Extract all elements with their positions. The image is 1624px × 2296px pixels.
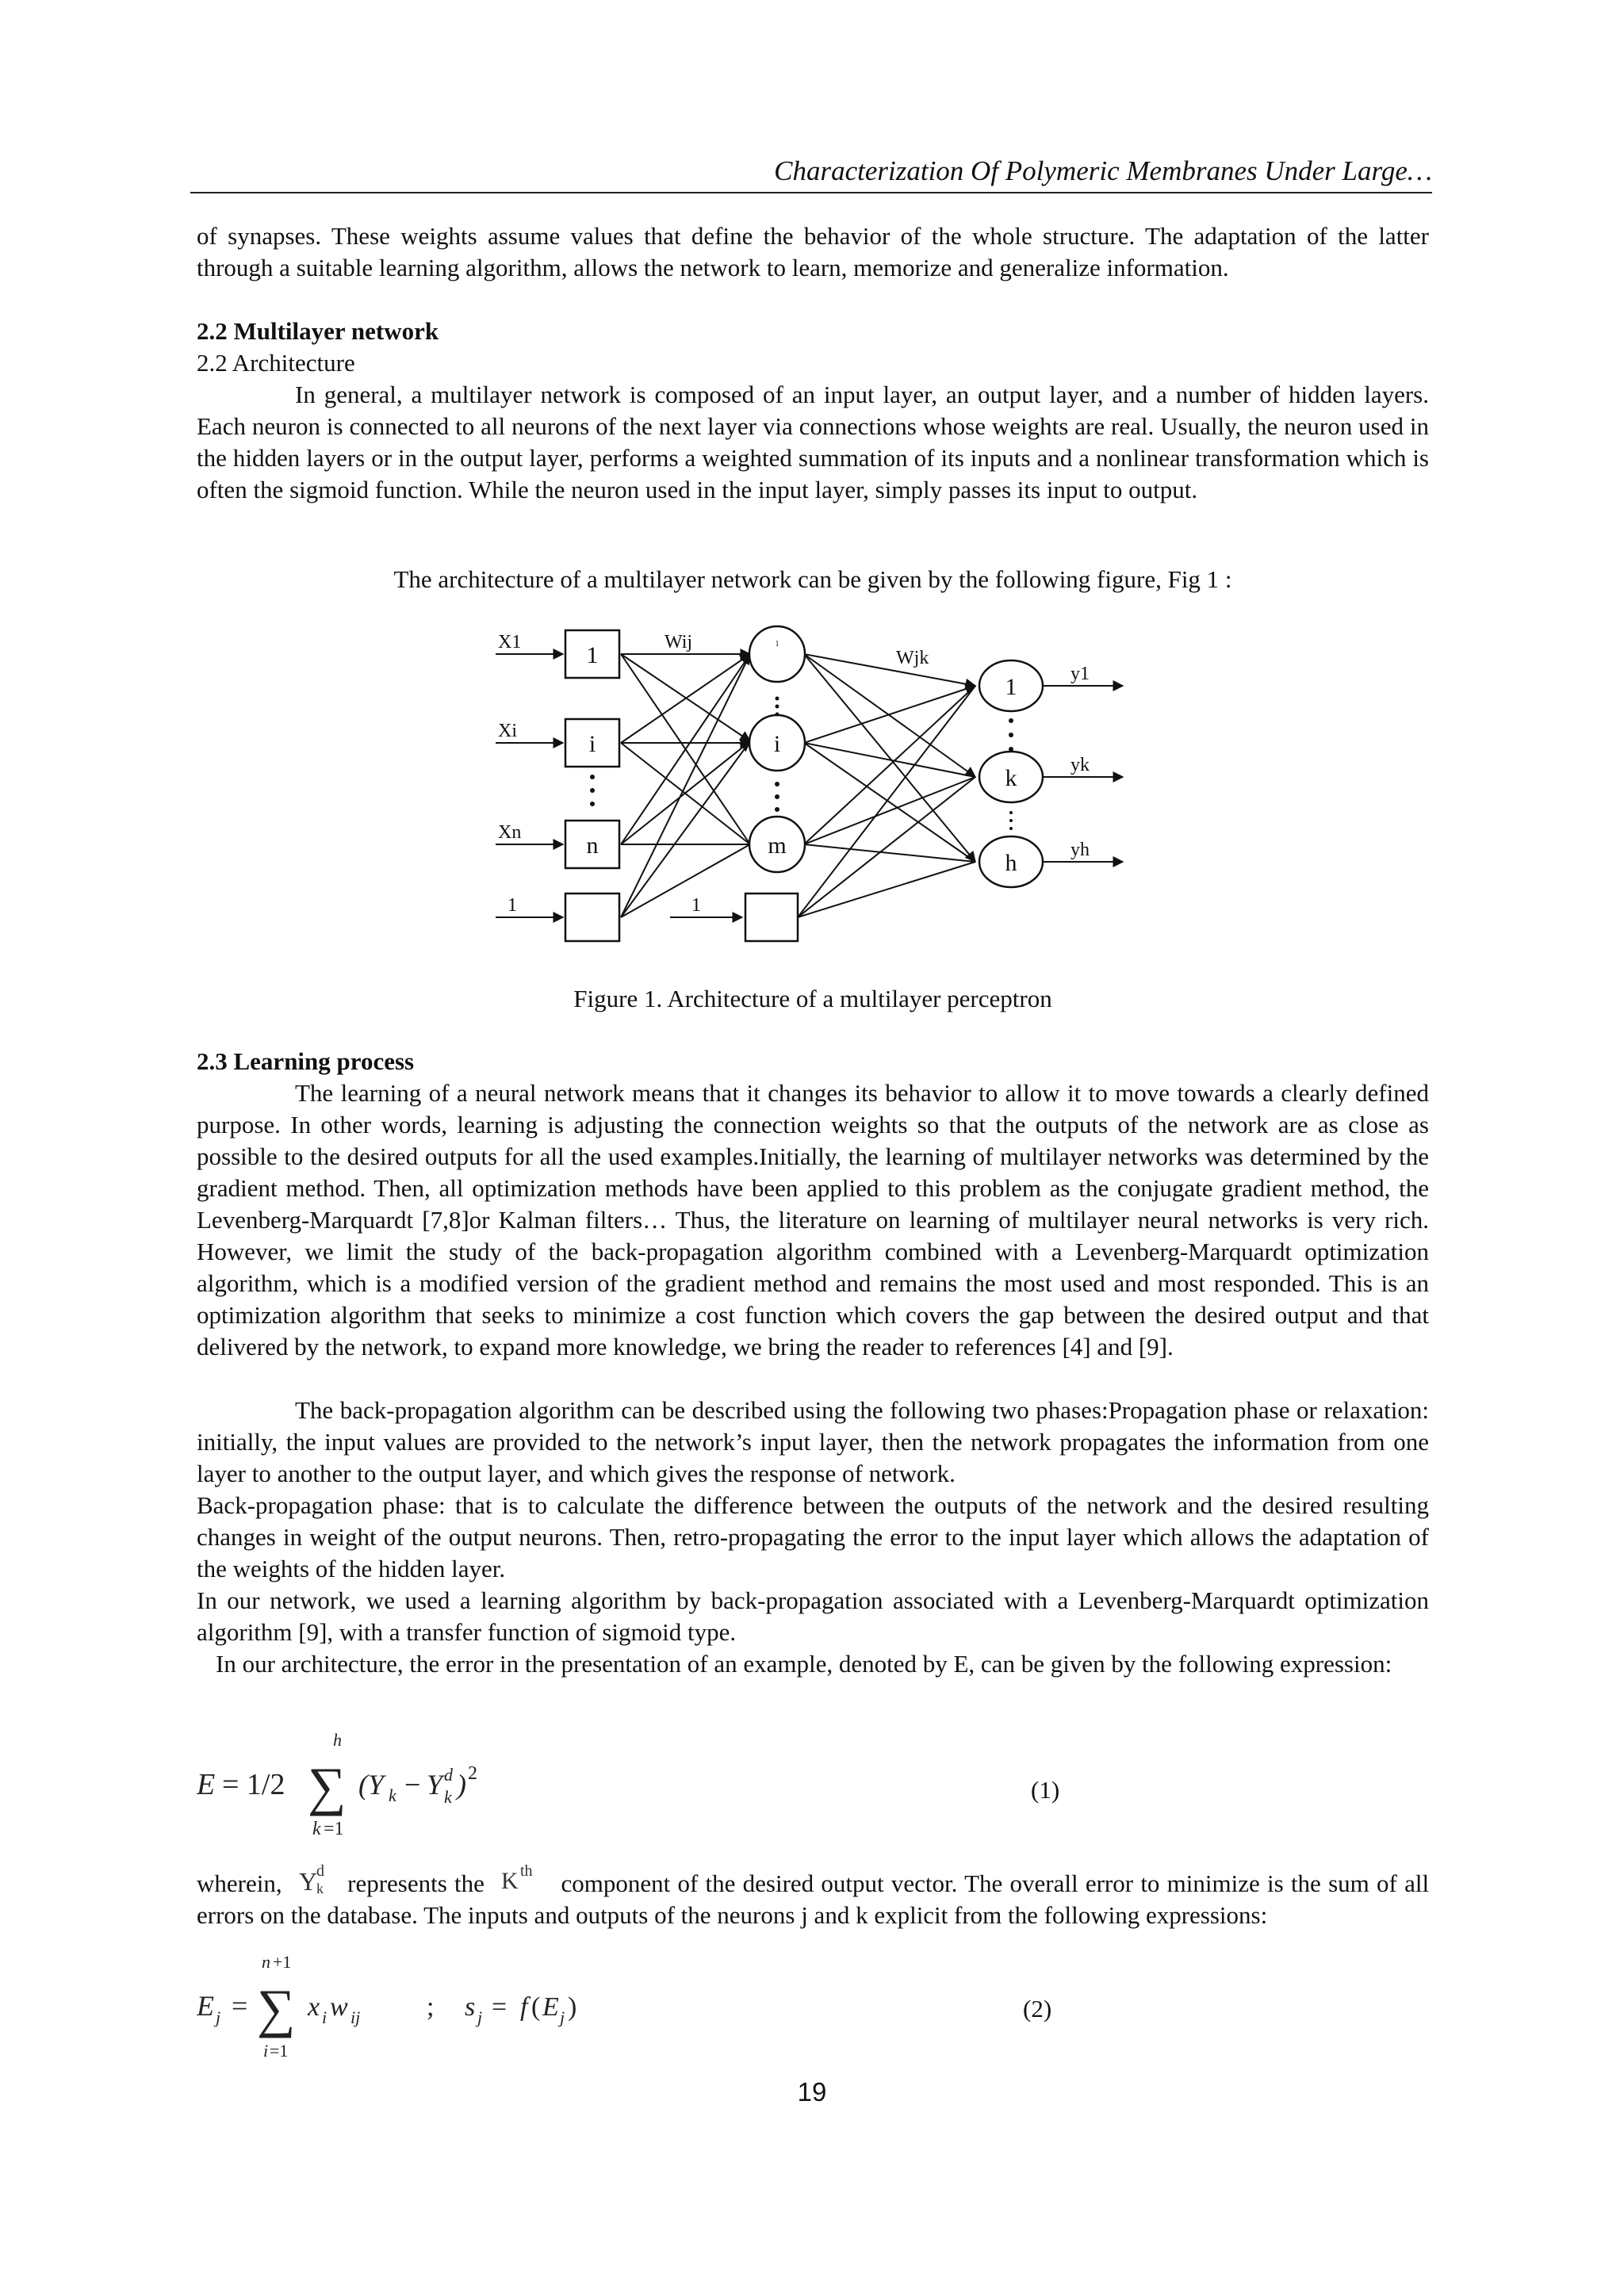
- svg-text:n: n: [262, 1952, 270, 1972]
- svg-text:+1: +1: [273, 1952, 292, 1972]
- svg-text:d: d: [316, 1862, 324, 1880]
- hidden-node-top-label: 1: [775, 640, 779, 649]
- equation-2: [197, 1950, 625, 2061]
- input-label-bias: 1: [508, 895, 517, 916]
- learning-text-block: [197, 1046, 1429, 1680]
- equation-1: [197, 1728, 530, 1839]
- wherein-tail: component of the desired output vector. The overall error to minimize is the sum of all errors on the database. The inputs and outputs of the neurons j and k explicit from the following expressions:: [197, 1869, 1430, 1929]
- input-node-label: n: [586, 832, 599, 859]
- svg-text:i: i: [322, 2007, 327, 2027]
- intro-paragraph: of synapses. These weights assume values that define the behavior of the whole structure. The adaptation of the latter through a suitable learning algorithm, allows the network to learn, memorize and generalize information.: [197, 222, 1429, 281]
- svg-text:k: k: [312, 1819, 321, 1839]
- svg-text:=: =: [492, 1992, 508, 2022]
- hidden-node-1: [749, 626, 805, 682]
- svg-text:E: E: [197, 1768, 216, 1801]
- svg-text:j: j: [560, 2007, 565, 2027]
- svg-text:=1: =1: [270, 2041, 289, 2061]
- svg-text:x: x: [308, 1992, 320, 2022]
- svg-text:j: j: [216, 2007, 221, 2027]
- weight-label-wjk: Wjk: [896, 648, 929, 668]
- svg-text:): ): [568, 1992, 577, 2022]
- svg-text:K: K: [501, 1868, 519, 1894]
- svg-text:s: s: [465, 1992, 476, 2022]
- equation-2-number: (2): [1023, 1995, 1052, 2022]
- svg-text:k: k: [316, 1881, 324, 1896]
- learning-paragraph-5: In our architecture, the error in the presentation of an example, denoted by E, can be given by the following expression:: [216, 1650, 1392, 1678]
- hidden-node-label: m: [768, 832, 787, 859]
- hidden-bias-label: 1: [691, 895, 701, 916]
- section-heading-2-2: 2.2 Multilayer network: [197, 317, 439, 345]
- svg-text:= 1/2: = 1/2: [222, 1768, 285, 1801]
- svg-text:−: −: [404, 1769, 421, 1800]
- input-label-xn: Xn: [498, 822, 522, 843]
- svg-text:2: 2: [468, 1763, 477, 1784]
- svg-text:=1: =1: [324, 1819, 344, 1839]
- header-rule: [190, 192, 1432, 193]
- input-bias-node: [565, 894, 619, 941]
- wherein-block: [197, 1862, 1429, 1931]
- output-node-label: 1: [1005, 674, 1017, 700]
- wherein-mid: represents the: [347, 1869, 485, 1897]
- svg-text:∑: ∑: [257, 1978, 296, 2038]
- svg-text:i: i: [263, 2041, 269, 2061]
- svg-text:E: E: [197, 1990, 214, 2022]
- mlp-diagram: [484, 622, 1134, 947]
- output-node-label: k: [1005, 765, 1017, 791]
- learning-paragraph-3: Back-propagation phase: that is to calculate the difference between the outputs of the network and the desired resulting changes in weight of the output neurons. Then, retro-propagating the error to the input layer which allows the adaptation of the weights of the hidden layer.: [197, 1491, 1429, 1582]
- svg-text:d: d: [444, 1765, 453, 1785]
- section-heading-2-3: 2.3 Learning process: [197, 1047, 415, 1075]
- running-header: Characterization Of Polymeric Membranes Under Large…: [774, 155, 1432, 186]
- figure-intro: The architecture of a multilayer network can be given by the following figure, Fig 1 :: [393, 565, 1232, 593]
- symbol-yk-d: [297, 1862, 332, 1898]
- svg-text:(Y: (Y: [358, 1769, 385, 1800]
- top-text-block: [197, 220, 1429, 506]
- equation-1-number: (1): [1031, 1776, 1060, 1804]
- output-label-yk: yk: [1071, 755, 1090, 775]
- svg-text:th: th: [520, 1863, 533, 1880]
- svg-text:ij: ij: [350, 2007, 361, 2027]
- svg-text:=: =: [232, 1990, 248, 2022]
- output-label-yh: yh: [1071, 840, 1090, 860]
- svg-text:k: k: [389, 1785, 396, 1805]
- hidden-bias-node: [745, 894, 798, 941]
- svg-text:f: f: [520, 1992, 528, 2022]
- svg-text:Y: Y: [427, 1769, 443, 1800]
- output-label-y1: y1: [1071, 664, 1090, 684]
- weight-label-wij: Wij: [665, 632, 693, 652]
- svg-text:k: k: [444, 1787, 452, 1807]
- output-node-label: h: [1005, 850, 1017, 876]
- svg-text:w: w: [330, 1992, 348, 2022]
- svg-text:E: E: [542, 1992, 559, 2022]
- figure-caption: Figure 1. Architecture of a multilayer perceptron: [573, 985, 1052, 1012]
- hidden-node-label: i: [773, 731, 781, 757]
- input-label-xi: Xi: [498, 721, 517, 741]
- learning-paragraph-4: In our network, we used a learning algorithm by back-propagation associated with a Levenberg-Marquardt optimization algorithm [9], with a transfer function of sigmoid type.: [197, 1586, 1429, 1646]
- svg-text:h: h: [333, 1730, 342, 1750]
- svg-text:j: j: [477, 2007, 483, 2027]
- architecture-paragraph: In general, a multilayer network is composed of an input layer, an output layer, and a number of hidden layers. Each neuron is connected to all neurons of the next layer via connections whose weights are real. Usually, the neuron used in the hidden layers or in the output layer, performs a weighted summation of its inputs and a nonlinear transformation which is often the sigmoid function. While the neuron used in the input layer, simply passes its input to output.: [197, 381, 1429, 503]
- learning-paragraph-1: The learning of a neural network means that it changes its behavior to allow it to move towards a clearly defined purpose. In other words, learning is adjusting the connection weights so that the outputs of the network are as close as possible to the desired outputs for all the used examples.Initially, the learning of multilayer networks was determined by the gradient method. Then, all optimization methods have been applied to this problem as the conjugate gradient method, the Levenberg-Marquardt [7,8]or Kalman filters… Thus, the literature on learning of multilayer neural networks is very rich. However, we limit the study of the back-propagation algorithm combined with a Levenberg-Marquardt optimization algorithm, which is a modified version of the gradient method and remains the most used and most responded. This is an optimization algorithm that seeks to minimize a cost function which covers the gap between the desired output and that delivered by the network, to expand more knowledge, we bring the reader to references [4] and [9].: [197, 1079, 1429, 1360]
- ellipsis-dots: [590, 697, 1013, 831]
- svg-text:Y: Y: [298, 1867, 317, 1896]
- page-number: 19: [797, 2077, 827, 2107]
- section-subheading-architecture: 2.2 Architecture: [197, 349, 355, 377]
- svg-text:∑: ∑: [308, 1756, 347, 1816]
- svg-text:(: (: [531, 1992, 541, 2022]
- symbol-k-th: [500, 1863, 546, 1895]
- input-label-x1: X1: [498, 632, 522, 652]
- input-node-label: 1: [586, 642, 599, 668]
- input-node-label: i: [588, 731, 596, 757]
- svg-text:;: ;: [427, 1992, 435, 2022]
- input-layer: [565, 630, 619, 941]
- learning-paragraph-2: The back-propagation algorithm can be described using the following two phases:Propagation phase or relaxation: initially, the input values are provided to the network’s input layer, then the network propagates the information from one layer to another to the output layer, and which gives the response of network.: [197, 1396, 1429, 1487]
- svg-text:): ): [457, 1769, 466, 1800]
- wherein-lead: wherein,: [197, 1869, 282, 1897]
